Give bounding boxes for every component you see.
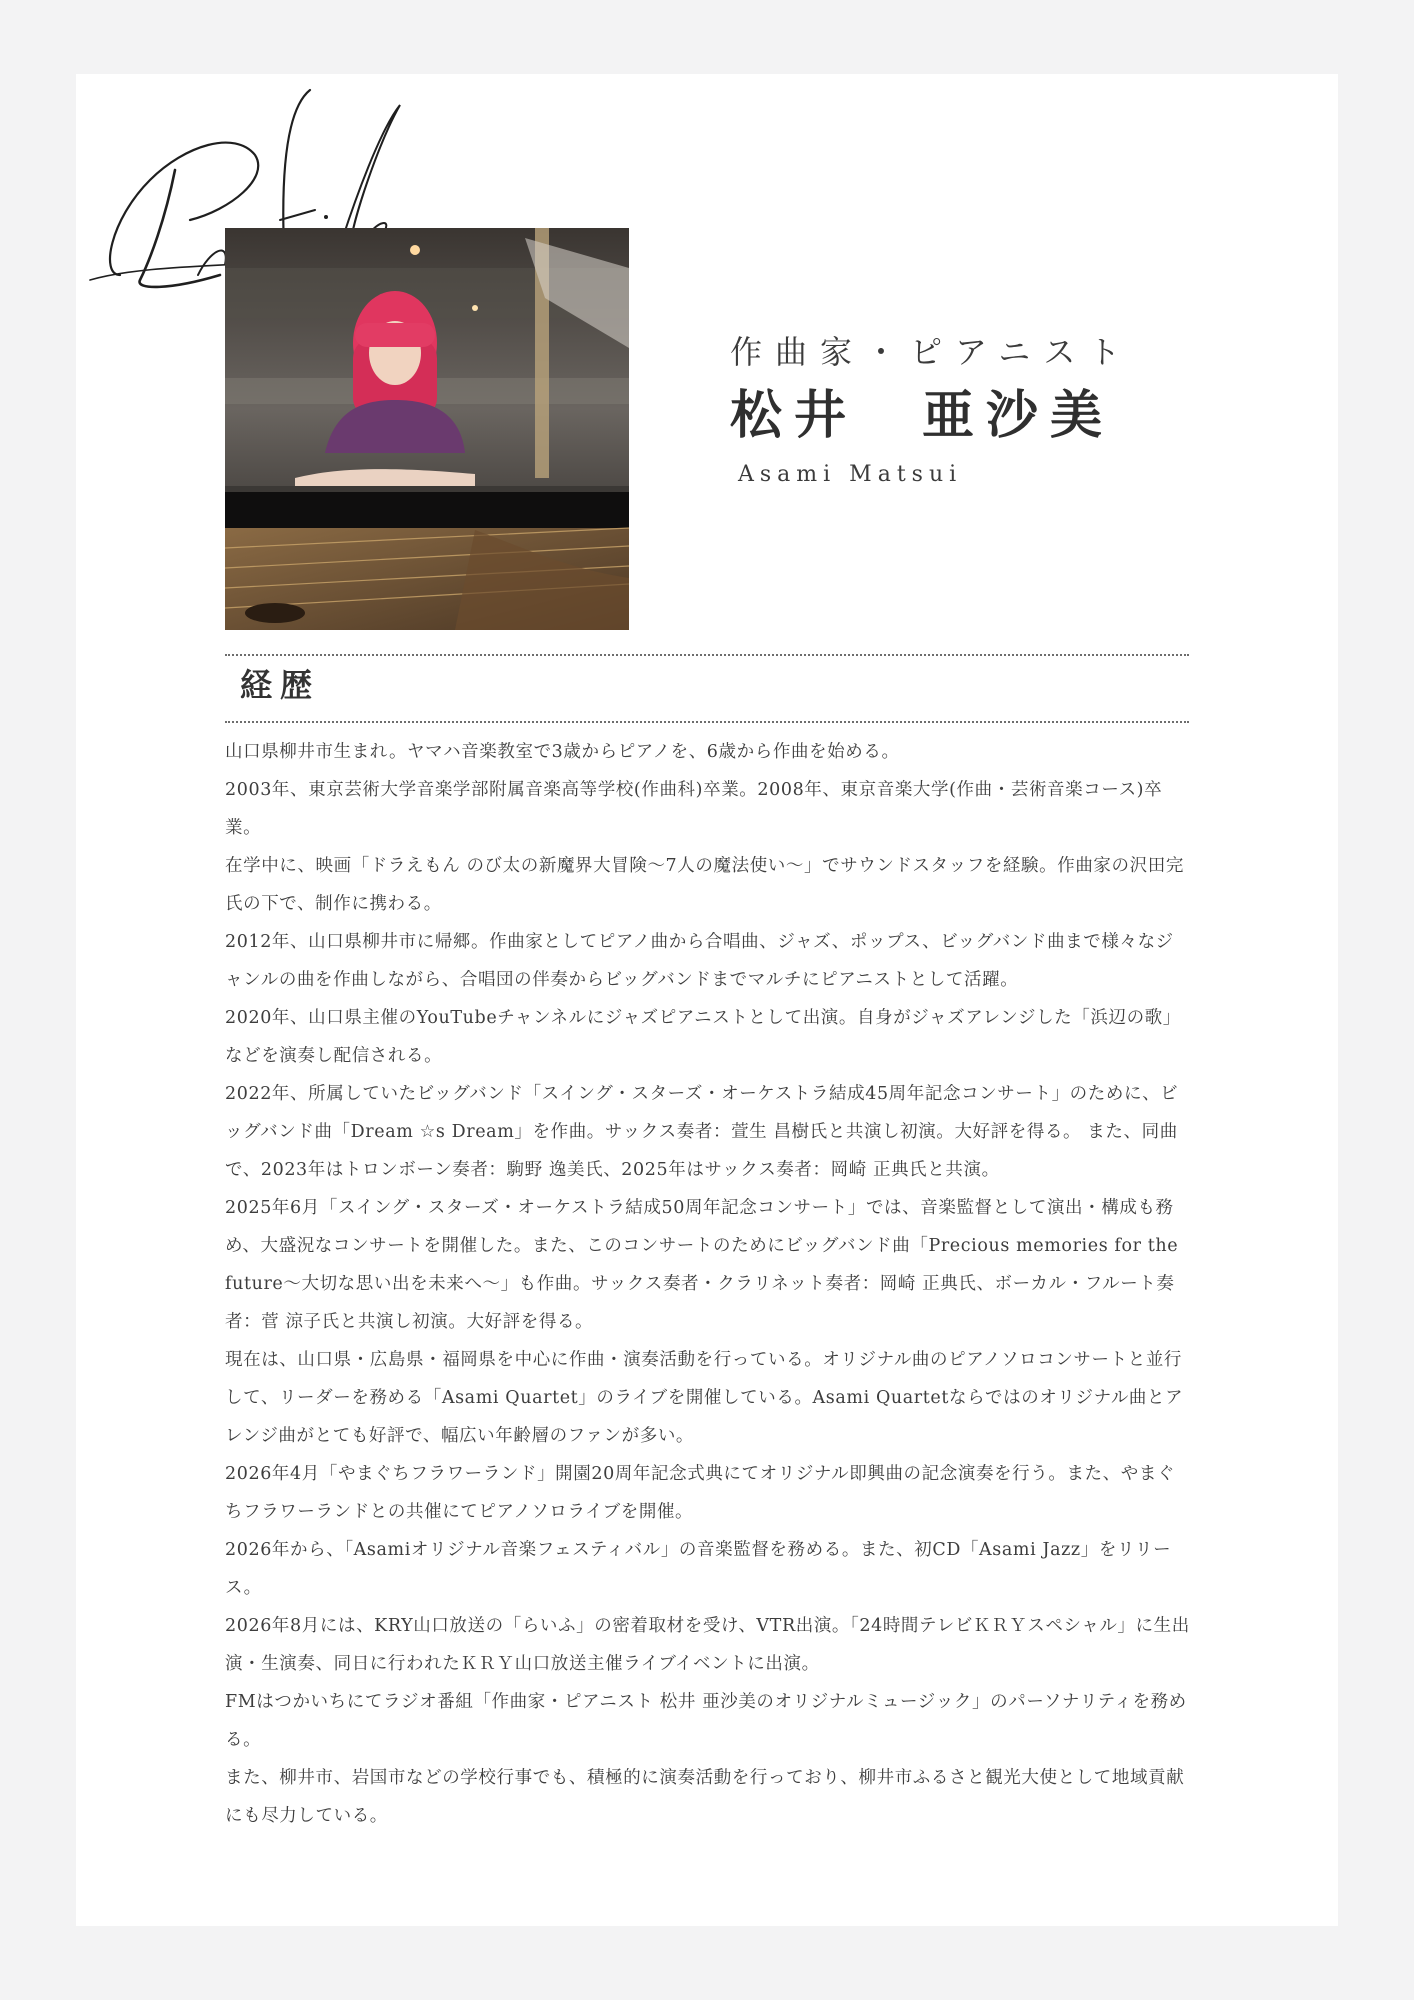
divider-bottom xyxy=(225,721,1189,723)
bio-paragraph: FMはつかいちにてラジオ番組「作曲家・ピアニスト 松井 亜沙美のオリジナルミュージック」のパーソナリティを務める。 xyxy=(225,1692,1187,1750)
bio-paragraph: 山口県柳井市生まれ。ヤマハ音楽教室で3歳からピアノを、6歳から作曲を始める。 xyxy=(225,742,900,762)
name-english: Asami Matsui xyxy=(738,462,963,487)
title-block xyxy=(730,330,1133,490)
bio-paragraph: 2020年、山口県主催のYouTubeチャンネルにジャズピアニストとして出演。自身がジャズアレンジした「浜辺の歌」などを演奏し配信される。 xyxy=(225,1008,1181,1066)
bio-paragraph: 2025年6月「スイング・スターズ・オーケストラ結成50周年記念コンサート」では、音楽監督として演出・構成も務め、大盛況なコンサートを開催した。また、このコンサートのためにビッグバンド曲「Precious memories for the future〜大切な思い出を未来へ〜」も作曲。サックス奏者・クラリネット奏者：岡崎 正典氏、ボーカル・フルート奏者：菅 涼子氏と共演し初演。大好評を得る。 xyxy=(225,1198,1179,1332)
bio-paragraph: 在学中に、映画「ドラえもん のび太の新魔界大冒険〜7人の魔法使い〜」でサウンドスタッフを経験。作曲家の沢田完氏の下で、制作に携わる。 xyxy=(225,856,1184,914)
bio-paragraph: 2026年8月には、KRY山口放送の「らいふ」の密着取材を受け、VTR出演。「24時間テレビＫＲＹスペシャル」に生出演・生演奏、同日に行われたＫＲＹ山口放送主催ライブイベントに出演。 xyxy=(225,1616,1190,1674)
bio-paragraph: また、柳井市、岩国市などの学校行事でも、積極的に演奏活動を行っており、柳井市ふるさと観光大使として地域貢献にも尽力している。 xyxy=(225,1768,1185,1826)
section-heading: 経歴 xyxy=(240,666,321,704)
bio-paragraph: 2026年から、「Asamiオリジナル音楽フェスティバル」の音楽監督を務める。また、初CD「Asami Jazz」をリリース。 xyxy=(225,1540,1172,1598)
name-japanese: 松井 亜沙美 xyxy=(730,385,1115,446)
bio-paragraph: 2003年、東京芸術大学音楽学部附属音楽高等学校(作曲科)卒業。2008年、東京音楽大学(作曲・芸術音楽コース)卒業。 xyxy=(225,780,1163,838)
bio-paragraph: 2022年、所属していたビッグバンド「スイング・スターズ・オーケストラ結成45周年記念コンサート」のために、ビッグバンド曲「Dream ☆s Dream」を作曲。サックス奏者：萱生 昌樹氏と共演し初演。大好評を得る。 また、同曲で、2023年はトロンボーン奏者：駒野 逸美氏、2025年はサックス奏者：岡崎 正典氏と共演。 xyxy=(225,1084,1179,1180)
divider-top xyxy=(225,654,1189,656)
bio-paragraph: 現在は、山口県・広島県・福岡県を中心に作曲・演奏活動を行っている。オリジナル曲のピアノソロコンサートと並行して、リーダーを務める「Asami Quartet」のライブを開催している。Asami Quartetならではのオリジナル曲とアレンジ曲がとても好評で、幅広い年齢層のファンが多い。 xyxy=(225,1350,1184,1446)
bio-paragraph: 2012年、山口県柳井市に帰郷。作曲家としてピアノ曲から合唱曲、ジャズ、ポップス、ビッグバンド曲まで様々なジャンルの曲を作曲しながら、合唱団の伴奏からビッグバンドまでマルチにピアニストとして活躍。 xyxy=(225,932,1174,990)
role-text: 作曲家・ピアニスト xyxy=(730,333,1134,371)
portrait-photo xyxy=(225,228,629,630)
biography-text xyxy=(225,733,1191,1835)
bio-paragraph: 2026年4月「やまぐちフラワーランド」開園20周年記念式典にてオリジナル即興曲の記念演奏を行う。また、やまぐちフラワーランドとの共催にてピアノソロライブを開催。 xyxy=(225,1464,1176,1522)
